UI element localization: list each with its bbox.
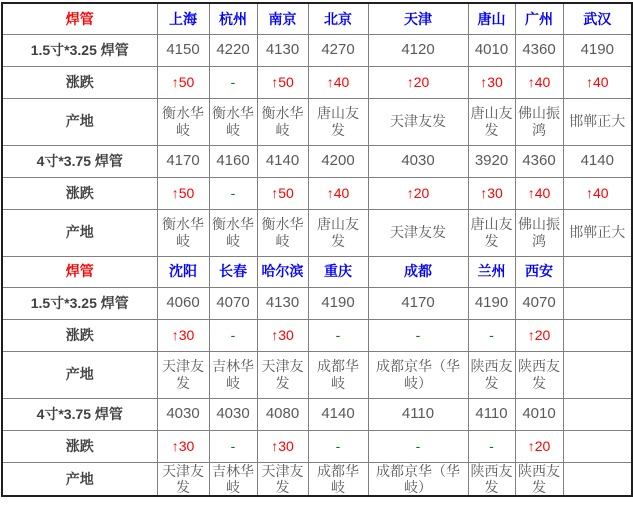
price-cell: 4070 [209,287,257,319]
change-cell: ↑40 [515,177,563,209]
origin-cell: 天津友发 [157,351,209,398]
city-header-cell: 兰州 [468,256,515,287]
price-cell: 4030 [209,398,257,430]
change-cell: ↑50 [257,66,308,98]
change-cell: ↑20 [515,319,563,351]
city-header-cell: 唐山 [468,3,515,34]
origin-cell: 衡水华岐 [209,98,257,145]
change-cell: ↑20 [368,177,468,209]
origin-cell: 佛山振鸿 [515,98,563,145]
change-cell: - [468,430,515,462]
price-cell: 4120 [368,34,468,66]
origin-cell: 唐山友发 [308,209,368,256]
change-cell: ↑50 [157,177,209,209]
row-label: 产地 [2,98,157,145]
origin-cell: 天津友发 [157,462,209,496]
row-label: 涨跌 [2,66,157,98]
change-cell: ↑50 [257,177,308,209]
price-cell: 4190 [308,287,368,319]
origin-cell: 陕西友发 [515,462,563,496]
origin-cell: 佛山振鸿 [515,209,563,256]
change-row [2,177,632,209]
city-header-cell: 广州 [515,3,563,34]
city-header-cell: 上海 [157,3,209,34]
row-label: 1.5寸*3.25 焊管 [2,287,157,319]
row-label: 涨跌 [2,430,157,462]
change-cell: - [209,430,257,462]
origin-cell: 唐山友发 [308,98,368,145]
price-cell: 4130 [257,287,308,319]
origin-row [2,98,632,145]
change-cell: - [368,319,468,351]
change-cell: ↑30 [468,177,515,209]
origin-cell: 成都京华（华岐） [368,462,468,496]
origin-cell: 唐山友发 [468,209,515,256]
origin-cell: 成都京华（华岐） [368,351,468,398]
origin-cell: 邯郸正大 [563,209,632,256]
change-cell: - [209,66,257,98]
price-cell: 4360 [515,145,563,177]
origin-cell: 唐山友发 [468,98,515,145]
origin-cell: 衡水华岐 [209,209,257,256]
city-header-cell: 杭州 [209,3,257,34]
origin-cell: 陕西友发 [515,351,563,398]
change-cell: - [308,319,368,351]
price-cell: 4190 [468,287,515,319]
row-label: 1.5寸*3.25 焊管 [2,34,157,66]
change-cell: ↑50 [157,66,209,98]
city-header-cell: 西安 [515,256,563,287]
change-row [2,430,632,462]
change-cell: ↑30 [157,319,209,351]
change-row [2,319,632,351]
change-row [2,66,632,98]
price-cell: 4080 [257,398,308,430]
change-cell: ↑30 [257,319,308,351]
city-header-cell [563,256,632,287]
price-cell: 4140 [308,398,368,430]
row-label: 涨跌 [2,177,157,209]
origin-row [2,209,632,256]
city-header-cell: 天津 [368,3,468,34]
price-cell: 4170 [157,145,209,177]
origin-cell [563,351,632,398]
price-cell: 4010 [468,34,515,66]
origin-cell: 陕西友发 [468,351,515,398]
price-cell: 3920 [468,145,515,177]
change-cell: - [209,177,257,209]
price-row [2,287,632,319]
origin-cell [563,462,632,496]
change-cell: - [308,430,368,462]
price-cell: 4130 [257,34,308,66]
section-header-row [2,256,632,287]
origin-cell: 邯郸正大 [563,98,632,145]
price-cell [563,287,632,319]
origin-row [2,351,632,398]
origin-cell: 衡水华岐 [157,209,209,256]
change-cell: ↑20 [515,430,563,462]
change-cell: ↑40 [515,66,563,98]
row-label: 产地 [2,351,157,398]
price-cell: 4030 [368,145,468,177]
city-header-cell: 成都 [368,256,468,287]
price-row [2,145,632,177]
change-cell: ↑20 [368,66,468,98]
city-header-cell: 武汉 [563,3,632,34]
price-cell: 4150 [157,34,209,66]
change-cell: ↑40 [308,177,368,209]
price-cell: 4110 [368,398,468,430]
origin-cell: 成都华岐 [308,351,368,398]
change-cell [563,430,632,462]
price-cell: 4060 [157,287,209,319]
city-header-cell: 哈尔滨 [257,256,308,287]
price-cell: 4110 [468,398,515,430]
change-cell [563,319,632,351]
city-header-cell: 北京 [308,3,368,34]
origin-cell: 衡水华岐 [157,98,209,145]
section-title: 焊管 [2,3,157,34]
price-cell: 4070 [515,287,563,319]
origin-cell: 天津友发 [257,462,308,496]
origin-cell: 天津友发 [368,98,468,145]
price-row [2,34,632,66]
change-cell: ↑40 [308,66,368,98]
price-cell: 4160 [209,145,257,177]
change-cell: ↑30 [468,66,515,98]
row-label: 涨跌 [2,319,157,351]
city-header-cell: 重庆 [308,256,368,287]
city-header-cell: 沈阳 [157,256,209,287]
origin-cell: 天津友发 [368,209,468,256]
origin-cell: 衡水华岐 [257,209,308,256]
price-cell: 4220 [209,34,257,66]
row-label: 产地 [2,462,157,496]
section-title: 焊管 [2,256,157,287]
price-cell: 4190 [563,34,632,66]
origin-cell: 天津友发 [257,351,308,398]
change-cell: ↑40 [563,177,632,209]
price-cell [563,398,632,430]
price-row [2,398,632,430]
change-cell: - [209,319,257,351]
price-cell: 4140 [257,145,308,177]
city-header-cell: 南京 [257,3,308,34]
origin-cell: 衡水华岐 [257,98,308,145]
change-cell: ↑40 [563,66,632,98]
row-label: 产地 [2,209,157,256]
price-cell: 4030 [157,398,209,430]
section-header-row [2,3,632,34]
origin-cell: 成都华岐 [308,462,368,496]
origin-row [2,462,632,496]
origin-cell: 吉林华岐 [209,351,257,398]
row-label: 4寸*3.75 焊管 [2,398,157,430]
origin-cell: 陕西友发 [468,462,515,496]
origin-cell: 吉林华岐 [209,462,257,496]
price-cell: 4170 [368,287,468,319]
row-label: 4寸*3.75 焊管 [2,145,157,177]
price-cell: 4140 [563,145,632,177]
city-header-cell: 长春 [209,256,257,287]
price-cell: 4270 [308,34,368,66]
price-cell: 4010 [515,398,563,430]
price-cell: 4200 [308,145,368,177]
pipe-price-table [1,2,633,497]
change-cell: ↑30 [157,430,209,462]
price-cell: 4360 [515,34,563,66]
change-cell: - [368,430,468,462]
change-cell: - [468,319,515,351]
change-cell: ↑30 [257,430,308,462]
